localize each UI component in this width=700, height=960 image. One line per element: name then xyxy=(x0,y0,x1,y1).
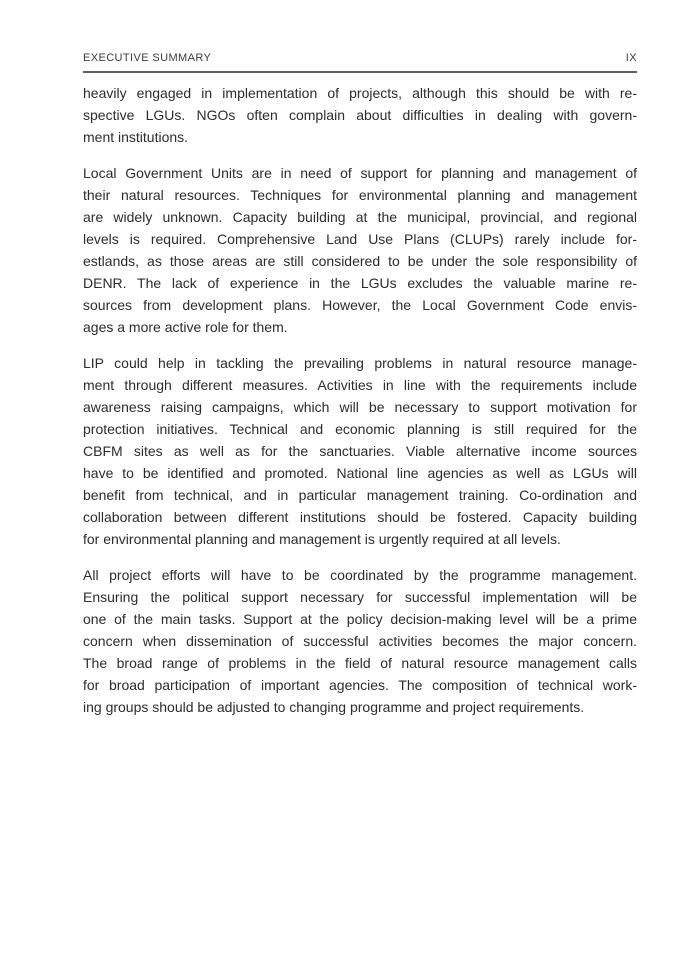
paragraph xyxy=(83,352,637,550)
page-number: IX xyxy=(625,52,637,64)
text-line: collaboration between different institutions should be fostered. Capacity building xyxy=(83,509,637,525)
text-line: are widely unknown. Capacity building at the municipal, provincial, and regional xyxy=(83,209,637,225)
body-text xyxy=(83,82,637,732)
text-line: ing groups should be adjusted to changing programme and project requirements. xyxy=(83,699,585,715)
text-line: protection initiatives. Technical and economic planning is still required for the xyxy=(83,421,637,437)
paragraph xyxy=(83,162,637,338)
text-line: their natural resources. Techniques for environmental planning and management xyxy=(83,187,637,203)
paragraph xyxy=(83,82,637,148)
text-line: benefit from technical, and in particular management training. Co-ordination and xyxy=(83,487,637,503)
text-line: for broad participation of important agencies. The composition of technical work- xyxy=(83,677,637,693)
text-line: sources from development plans. However, the Local Government Code envis- xyxy=(83,297,637,313)
paragraph xyxy=(83,564,637,718)
text-line: CBFM sites as well as for the sanctuaries. Viable alternative income sources xyxy=(83,443,637,459)
text-line: estlands, as those areas are still considered to be under the sole responsibility of xyxy=(83,253,637,269)
text-line: ment institutions. xyxy=(83,129,189,145)
text-line: for environmental planning and management is urgently required at all levels. xyxy=(83,531,561,547)
text-line: Local Government Units are in need of support for planning and management of xyxy=(83,165,637,181)
text-line: levels is required. Comprehensive Land Use Plans (CLUPs) rarely include for- xyxy=(83,231,637,247)
page-header xyxy=(83,52,637,73)
text-line: Ensuring the political support necessary for successful implementation will be xyxy=(83,589,637,605)
text-line: ages a more active role for them. xyxy=(83,319,288,335)
text-line: awareness raising campaigns, which will be necessary to support motivation for xyxy=(83,399,637,415)
running-header-title: EXECUTIVE SUMMARY xyxy=(83,52,212,64)
text-line: spective LGUs. NGOs often complain about difficulties in dealing with govern- xyxy=(83,107,637,123)
text-line: The broad range of problems in the field of natural resource management calls xyxy=(83,655,637,671)
text-line: concern when dissemination of successful activities becomes the major concern. xyxy=(83,633,637,649)
text-line: heavily engaged in implementation of projects, although this should be with re- xyxy=(83,85,637,101)
text-line: have to be identified and promoted. National line agencies as well as LGUs will xyxy=(83,465,637,481)
text-line: one of the main tasks. Support at the policy decision-making level will be a prime xyxy=(83,611,637,627)
text-line: All project efforts will have to be coordinated by the programme management. xyxy=(83,567,637,583)
text-line: LIP could help in tackling the prevailing problems in natural resource manage- xyxy=(83,355,637,371)
text-line: ment through different measures. Activities in line with the requirements include xyxy=(83,377,637,393)
text-line: DENR. The lack of experience in the LGUs excludes the valuable marine re- xyxy=(83,275,637,291)
